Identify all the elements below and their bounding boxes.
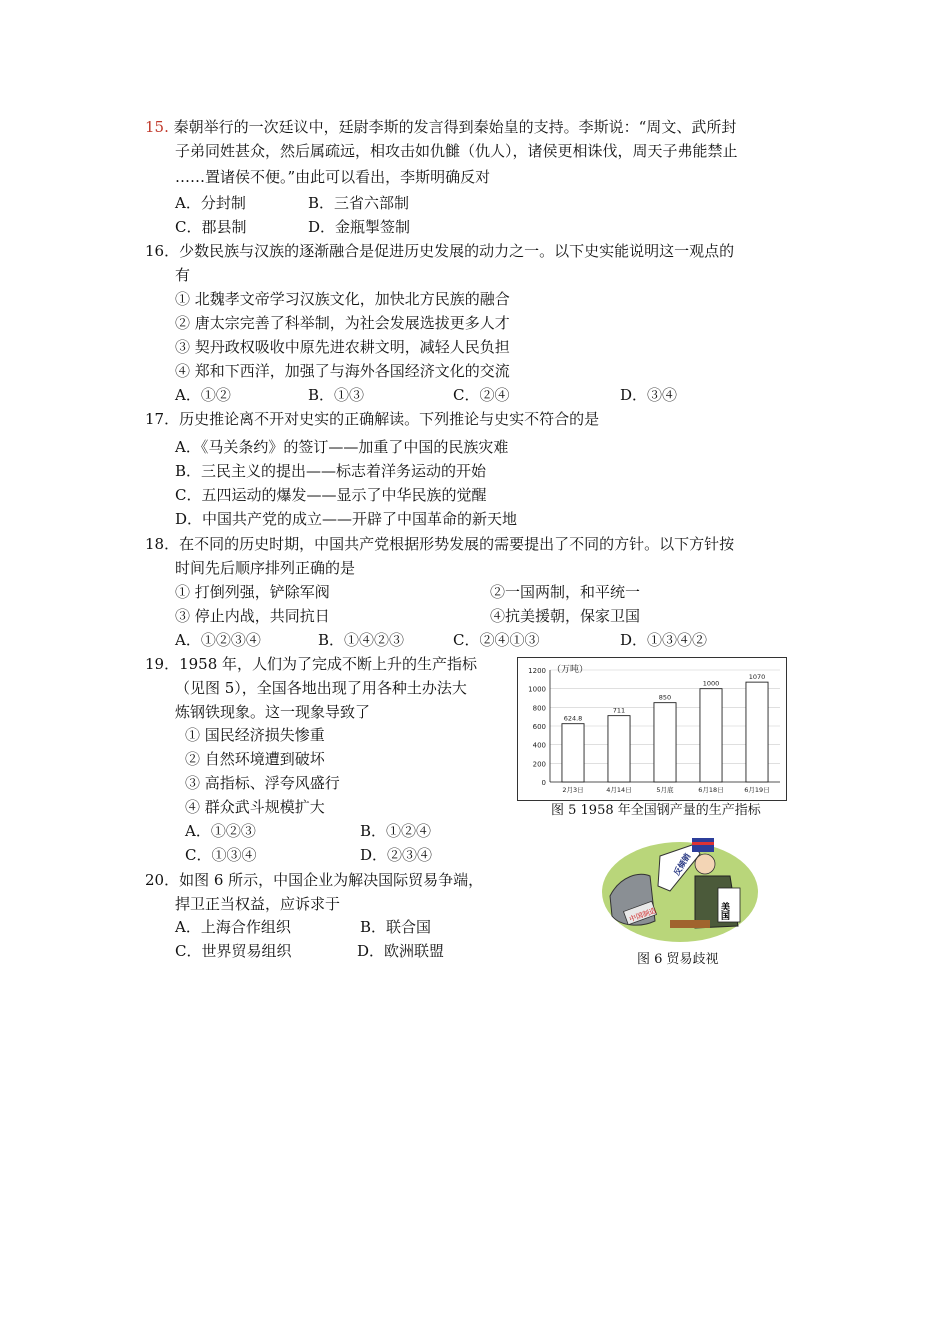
q15-option-b: B．三省六部制 <box>308 194 410 212</box>
chart-bar <box>608 716 630 782</box>
chart-unit-label: （万吨） <box>552 665 589 675</box>
chart-x-tick-label: 5月底 <box>656 786 674 794</box>
chart-data-label: 1070 <box>748 673 766 682</box>
q18-item4: ④抗美援朝，保家卫国 <box>490 607 641 625</box>
q18-option-c: C．②④①③ <box>453 631 540 649</box>
chart-data-label: 711 <box>612 706 626 715</box>
chart-x-tick-label: 4月14日 <box>606 786 632 794</box>
chart-x-tick-label: 6月19日 <box>744 786 770 794</box>
q18-item3: ③ 停止内战，共同抗日 <box>175 607 330 625</box>
q15-line3: ……置诸侯不便。”由此可以看出，李斯明确反对 <box>175 168 491 186</box>
cartoon-banner-label: 反倾销 <box>672 851 693 878</box>
q17-line1: 17．历史推论离不开对史实的正确解读。下列推论与史实不符合的是 <box>145 410 600 428</box>
chart-x-tick-label: 2月3日 <box>562 786 584 794</box>
q20-option-a: A．上海合作组织 <box>175 918 291 936</box>
q15-line1: 15. 秦朝举行的一次廷议中，廷尉李斯的发言得到秦始皇的支持。李斯说：“周文、武所封 <box>145 118 737 136</box>
q15-option-a: A．分封制 <box>175 194 246 212</box>
q19-line1: 19．1958 年，人们为了完成不断上升的生产指标 <box>145 655 478 673</box>
cartoon-usa-label: 美国 <box>719 902 729 920</box>
q20-option-d: D．欧洲联盟 <box>357 942 445 960</box>
q18-option-b: B．①④②③ <box>318 631 405 649</box>
cartoon-drawing <box>600 836 760 944</box>
q18-line1: 18．在不同的历史时期，中国共产党根据形势发展的需要提出了不同的方针。以下方针按 <box>145 535 735 553</box>
chart-y-tick-label: 0 <box>541 779 546 787</box>
chart-bar <box>562 724 584 782</box>
cartoon-hat-stripe <box>692 842 714 845</box>
q16-item3: ③ 契丹政权吸收中原先进农耕文明，减轻人民负担 <box>175 338 510 356</box>
q19-option-c: C．①③④ <box>185 846 257 864</box>
q18-item2: ②一国两制，和平统一 <box>490 583 641 601</box>
q20-option-b: B．联合国 <box>360 918 432 936</box>
q16-option-a: A．①② <box>175 386 231 404</box>
chart-x-tick-label: 6月18日 <box>698 786 724 794</box>
q16-item1: ① 北魏孝文帝学习汉族文化，加快北方民族的融合 <box>175 290 510 308</box>
chart-data-label: 850 <box>658 693 672 702</box>
q20-line2: 捍卫正当权益，应诉求于 <box>175 895 341 913</box>
cartoon-desk <box>670 920 710 928</box>
q17-option-a: A．《马关条约》的签订——加重了中国的民族灾难 <box>175 438 509 456</box>
chart-y-tick-label: 600 <box>532 723 546 731</box>
q16-item2: ② 唐太宗完善了科举制，为社会发展选拔更多人才 <box>175 314 510 332</box>
cartoon-face <box>695 854 715 874</box>
q19-option-d: D．②③④ <box>360 846 433 864</box>
q18-line2: 时间先后顺序排列正确的是 <box>175 559 356 577</box>
q16-line1: 16．少数民族与汉族的逐渐融合是促进历史发展的动力之一。以下史实能说明这一观点的 <box>145 242 735 260</box>
q19-line2: （见图 5），全国各地出现了用各种土办法大 <box>175 679 467 697</box>
q16-option-c: C．②④ <box>453 386 510 404</box>
q16-option-b: B．①③ <box>308 386 365 404</box>
q20-line1: 20．如图 6 所示，中国企业为解决国际贸易争端， <box>145 871 484 889</box>
q19-item4: ④ 群众武斗规模扩大 <box>185 798 325 816</box>
chart-bar <box>700 689 722 782</box>
chart-y-tick-label: 800 <box>532 704 546 713</box>
q17-option-c: C．五四运动的爆发——显示了中华民族的觉醒 <box>175 486 487 504</box>
figure6-caption: 图 6 贸易歧视 <box>637 952 719 967</box>
q18-item1: ① 打倒列强，铲除军阀 <box>175 583 330 601</box>
q17-option-d: D．中国共产党的成立——开辟了中国革命的新天地 <box>175 510 518 528</box>
q16-item4: ④ 郑和下西洋，加强了与海外各国经济文化的交流 <box>175 362 510 380</box>
chart-bar <box>654 703 676 782</box>
q18-option-a: A．①②③④ <box>175 631 261 649</box>
q19-item2: ② 自然环境遭到破坏 <box>185 750 325 768</box>
chart-y-tick-label: 200 <box>532 760 546 769</box>
q18-option-d: D．①③④② <box>620 631 708 649</box>
q15-line2: 子弟同姓甚众，然后属疏远，相攻击如仇雠（仇人），诸侯更相诛伐，周天子弗能禁止 <box>175 142 738 160</box>
chart-y-tick-label: 400 <box>532 741 546 750</box>
q19-item3: ③ 高指标、浮夸风盛行 <box>185 774 340 792</box>
cartoon-china-label: 中国制造 <box>628 906 658 924</box>
chart-data-label: 1000 <box>702 679 720 688</box>
q19-line3: 炼钢铁现象。这一现象导致了 <box>175 703 371 721</box>
q17-option-b: B．三民主义的提出——标志着洋务运动的开始 <box>175 462 487 480</box>
q15-option-c: C．郡县制 <box>175 218 247 236</box>
chart-y-tick-label: 1200 <box>528 667 546 675</box>
q19-item1: ① 国民经济损失惨重 <box>185 726 325 744</box>
q19-option-b: B．①②④ <box>360 822 432 840</box>
steel-production-chart <box>517 657 787 801</box>
chart-bar <box>746 682 768 782</box>
chart-y-tick-label: 1000 <box>528 685 546 694</box>
chart-data-label: 624.8 <box>563 714 583 723</box>
trade-discrimination-cartoon <box>600 836 760 944</box>
q15-option-d: D．金瓶掣签制 <box>308 218 411 236</box>
q19-option-a: A．①②③ <box>185 822 256 840</box>
q15-number: 15. <box>145 118 169 136</box>
chart-svg <box>518 658 786 800</box>
q16-option-d: D．③④ <box>620 386 678 404</box>
q16-line2: 有 <box>175 266 191 284</box>
figure5-caption: 图 5 1958 年全国钢产量的生产指标 <box>551 803 761 818</box>
q20-option-c: C．世界贸易组织 <box>175 942 292 960</box>
